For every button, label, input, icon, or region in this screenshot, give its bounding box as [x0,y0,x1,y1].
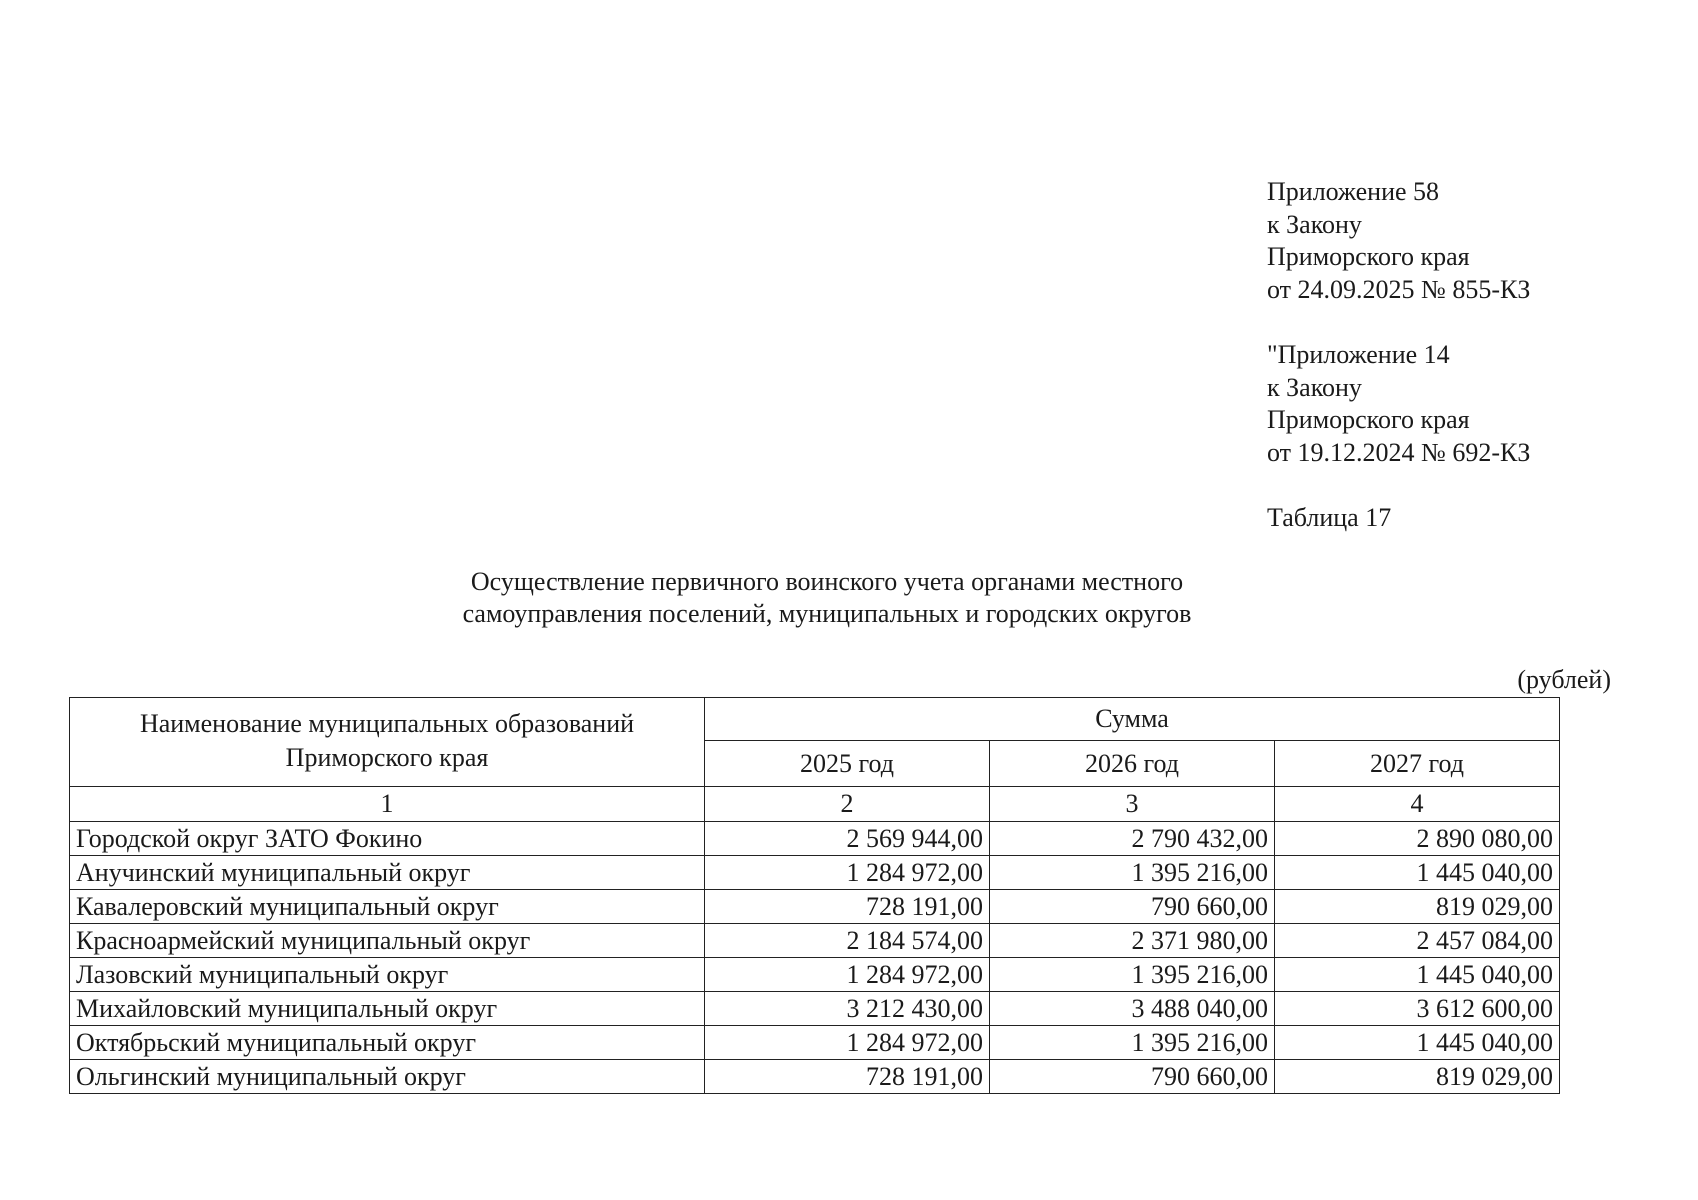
table-row [70,958,1560,992]
annex-line: Приложение 58 [1267,177,1440,206]
allocation-table [69,697,1560,1094]
amount-2026-cell: 790 660,00 [990,890,1275,924]
amount-2026-cell: 3 488 040,00 [990,992,1275,1026]
annex-reference-original [1267,339,1530,469]
units-label: (рублей) [1517,665,1611,694]
table-index-row [70,787,1560,822]
amount-2026-cell: 1 395 216,00 [990,856,1275,890]
annex-line: Приморского края [1267,242,1470,271]
header-sum: Сумма [705,698,1560,741]
annex-line: "Приложение 14 [1267,340,1450,369]
table-row [70,890,1560,924]
amount-2025-cell: 2 184 574,00 [705,924,990,958]
column-index: 2 [705,787,990,822]
annex-line: от 24.09.2025 № 855-КЗ [1267,274,1531,304]
amount-2027-cell: 819 029,00 [1275,890,1560,924]
amount-2025-cell: 1 284 972,00 [705,1026,990,1060]
header-year-2025: 2025 год [705,741,990,787]
header-year-2026: 2026 год [990,741,1275,787]
amount-2027-cell: 1 445 040,00 [1275,1026,1560,1060]
amount-2026-cell: 790 660,00 [990,1060,1275,1094]
header-name-line: Наименование муниципальных образований [139,709,635,738]
municipality-name-cell: Михайловский муниципальный округ [70,992,705,1026]
amount-2027-cell: 3 612 600,00 [1275,992,1560,1026]
table-row [70,1026,1560,1060]
annex-line: от 19.12.2024 № 692-КЗ [1267,437,1531,467]
annex-reference-current [1267,176,1530,306]
municipality-name-cell: Лазовский муниципальный округ [70,958,705,992]
amount-2026-cell: 2 790 432,00 [990,822,1275,856]
municipality-name-cell: Октябрьский муниципальный округ [70,1026,705,1060]
table-number: Таблица 17 [1267,503,1392,532]
column-index: 4 [1275,787,1560,822]
amount-2027-cell: 2 890 080,00 [1275,822,1560,856]
amount-2026-cell: 1 395 216,00 [990,958,1275,992]
amount-2027-cell: 1 445 040,00 [1275,856,1560,890]
amount-2025-cell: 1 284 972,00 [705,958,990,992]
amount-2025-cell: 728 191,00 [705,890,990,924]
header-name-line: Приморского края [285,743,489,772]
table-row [70,822,1560,856]
amount-2025-cell: 2 569 944,00 [705,822,990,856]
annex-line: Приморского края [1267,405,1470,434]
municipality-name-cell: Городской округ ЗАТО Фокино [70,822,705,856]
municipality-name-cell: Ольгинский муниципальный округ [70,1060,705,1094]
amount-2025-cell: 728 191,00 [705,1060,990,1094]
amount-2026-cell: 2 371 980,00 [990,924,1275,958]
table-row [70,924,1560,958]
municipality-name-cell: Кавалеровский муниципальный округ [70,890,705,924]
table-row [70,856,1560,890]
amount-2025-cell: 1 284 972,00 [705,856,990,890]
table-row [70,1060,1560,1094]
amount-2027-cell: 819 029,00 [1275,1060,1560,1094]
municipality-name-cell: Анучинский муниципальный округ [70,856,705,890]
annex-line: к Закону [1267,372,1362,402]
annex-line: к Закону [1267,209,1362,239]
column-index: 1 [70,787,705,822]
header-year-2027: 2027 год [1275,741,1560,787]
amount-2027-cell: 2 457 084,00 [1275,924,1560,958]
header-municipality-name [70,698,705,787]
table-header-row [70,698,1560,741]
amount-2026-cell: 1 395 216,00 [990,1026,1275,1060]
amount-2025-cell: 3 212 430,00 [705,992,990,1026]
table-row [70,992,1560,1026]
column-index: 3 [990,787,1275,822]
amount-2027-cell: 1 445 040,00 [1275,958,1560,992]
document-title-line-1: Осуществление первичного воинского учета органами местного [470,567,1184,596]
municipality-name-cell: Красноармейский муниципальный округ [70,924,705,958]
document-title-line-2: самоуправления поселений, муниципальных и городских округов [462,599,1192,628]
